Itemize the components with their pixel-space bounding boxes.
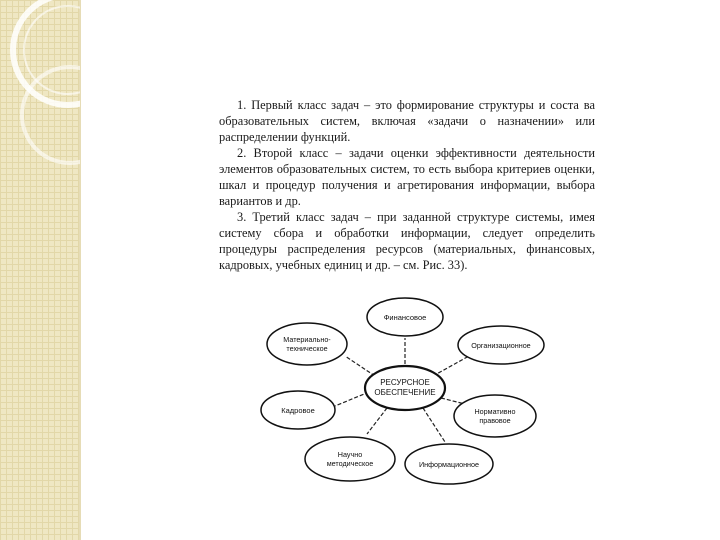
paragraph-1: 1. Первый класс задач – это формирование структуры и соста ва образовательных систем, включая «задачи о назначении» или распределении функций.	[219, 98, 595, 144]
node-personnel	[261, 391, 335, 429]
node-normative-label-1: Нормативно	[474, 407, 516, 416]
node-methodical	[305, 437, 395, 481]
node-financial-label: Финансовое	[383, 313, 427, 322]
node-normative	[454, 395, 536, 437]
node-normative-label-2: правовое	[479, 416, 511, 425]
node-personnel-label: Кадровое	[281, 406, 315, 415]
node-material-label-2: техническое	[286, 344, 328, 353]
node-material-label-1: Материально-	[283, 335, 331, 344]
paragraph-2: 2. Второй класс – задачи оценки эффективности деятельности элементов образовательных систем, то есть выбора критериев оценки, шкал и процедур получения и агретирования информации, выбора вариантов и др.	[219, 146, 595, 208]
node-organizational	[458, 326, 544, 364]
document-text	[219, 97, 595, 273]
node-financial	[367, 298, 443, 336]
center-label-2: ОБЕСПЕЧЕНИЕ	[374, 388, 436, 397]
node-organizational-label: Организационное	[471, 341, 531, 350]
node-material	[267, 323, 347, 365]
center-node	[365, 366, 445, 410]
decorative-circles	[0, 0, 80, 540]
resource-diagram	[255, 292, 555, 492]
node-methodical-label-2: методическое	[326, 459, 374, 468]
node-informational	[405, 444, 493, 484]
paragraph-3: 3. Третий класс задач – при заданной структуре системы, имея систему сбора и обработки информации, следует определить процедуры распределения ресурсов (материальных, финансовых, кадровых, учебных единиц и др. – см. Рис. 33).	[219, 210, 595, 272]
center-label-1: РЕСУРСНОЕ	[380, 378, 430, 387]
node-methodical-label-1: Научно	[337, 450, 363, 459]
node-informational-label: Информационное	[418, 460, 480, 469]
